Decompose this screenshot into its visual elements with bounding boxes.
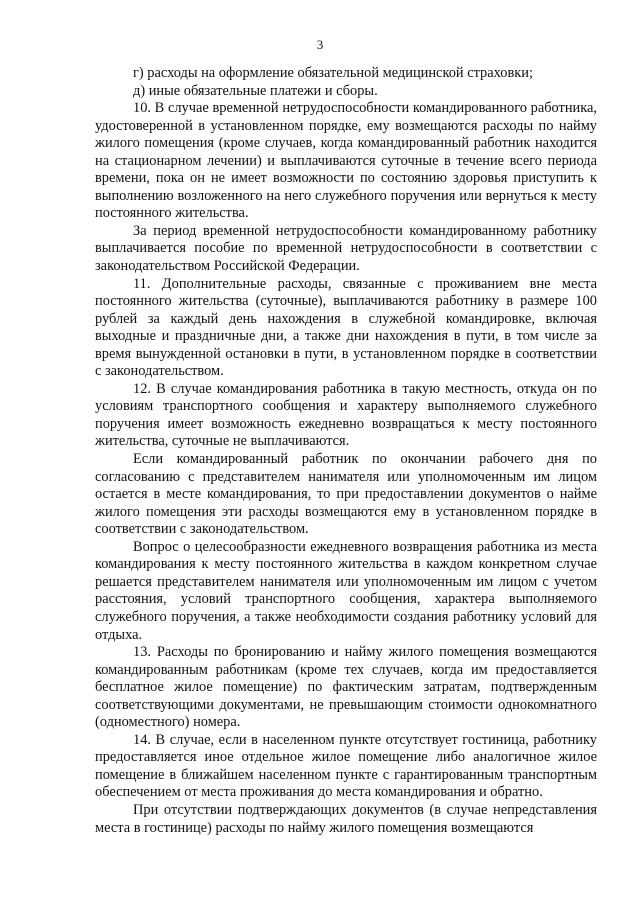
paragraph-clause-12: 12. В случае командирования работника в такую местность, откуда он по условиям транспортного сообщения и характеру выполняемого служебного поручения имеет возможность ежедневно возвращаться к месту постоянного жительства, суточные не выплачиваются. — [95, 380, 597, 450]
paragraph-daily-return-decision: Вопрос о целесообразности ежедневного возвращения работника из места командирования к месту постоянного жительства в каждом конкретном случае решается представителем нанимателя или уполномоченным им лицом с учетом расстояния, условий транспортного сообщения, характера выполняемого служебного поручения, а также необходимости создания работнику условий для отдыха. — [95, 538, 597, 643]
paragraph-clause-10: 10. В случае временной нетрудоспособности командированного работника, удостоверенной в установленном порядке, ему возмещаются расходы по найму жилого помещения (кроме случаев, когда командированный работник находится на стационарном лечении) и выплачиваются суточные в течение всего периода времени, пока он не имеет возможности по состоянию здоровья приступить к выполнению возложенного на него служебного поручения или вернуться к месту постоянного жительства. — [95, 100, 597, 222]
paragraph-clause-14: 14. В случае, если в населенном пункте отсутствует гостиница, работнику предоставляется иное отдельное жилое помещение либо аналогичное жилое помещение в ближайшем населенном пункте с гарантированным транспортным обеспечением от места проживания до места командирования и обратно. — [95, 731, 597, 801]
page-number: 3 — [316, 37, 324, 52]
paragraph-clause-11: 11. Дополнительные расходы, связанные с проживанием вне места постоянного жительства (суточные), выплачиваются работнику в размере 100 рублей за каждый день нахождения в служебной командировке, включая выходные и праздничные дни, а также дни нахождения в пути, в том числе за время вынужденной остановки в пути, в установленном порядке в соответствии с законодательством. — [95, 275, 597, 380]
paragraph-stay-reimbursement: Если командированный работник по окончании рабочего дня по согласованию с представителем нанимателя или уполномоченным им лицом остается в месте командирования, то при предоставлении документов о найме жилого помещения эти расходы возмещаются ему в установленном порядке в соответствии с законодательством. — [95, 451, 597, 538]
paragraph-sick-leave-benefit: За период временной нетрудоспособности командированному работнику выплачивается пособие по временной нетрудоспособности в соответствии с законодательством Российской Федерации. — [95, 222, 597, 275]
paragraph-item-d: д) иные обязательные платежи и сборы. — [133, 82, 378, 99]
document-body — [95, 65, 597, 837]
paragraph-no-documents: При отсутствии подтверждающих документов (в случае непредставления места в гостинице) расходы по найму жилого помещения возмещаются — [95, 801, 597, 836]
paragraph-clause-13: 13. Расходы по бронированию и найму жилого помещения возмещаются командированным работникам (кроме тех случаев, когда им предоставляется бесплатное жилое помещение) по фактическим затратам, подтвержденным соответствующими документами, не превышающим стоимости однокомнатного (одноместного) номера. — [95, 644, 597, 731]
paragraph-item-g: г) расходы на оформление обязательной медицинской страховки; — [133, 65, 533, 81]
